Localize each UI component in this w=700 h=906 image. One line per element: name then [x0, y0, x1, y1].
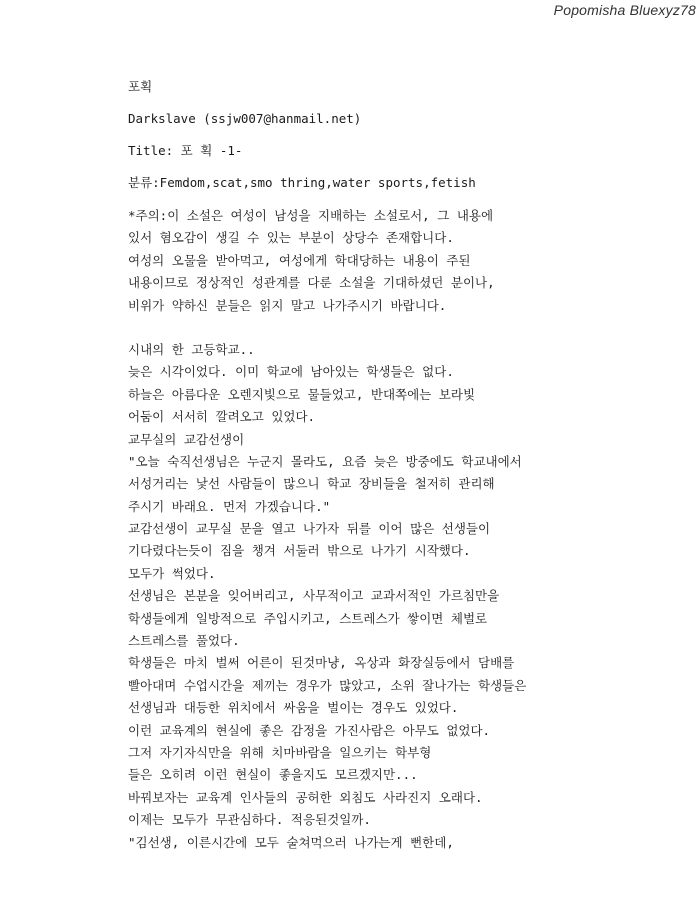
story-line: 그저 자기자식만을 위해 치마바람을 일으키는 학부형: [128, 744, 432, 760]
story-line: 서성거리는 낯선 사람들이 많으니 학교 장비들을 철저히 관리해: [128, 476, 495, 492]
document-title: 포획: [128, 79, 153, 94]
story-line: 학생들에게 일방적으로 주입시키고, 스트레스가 쌓이면 체벌로: [128, 610, 488, 626]
story-line: 교감선생이 교무실 문을 열고 나가자 뒤를 이어 많은 선생들이: [128, 521, 491, 537]
story-paragraph: [128, 339, 688, 854]
story-line: 교무실의 교감선생이: [128, 431, 245, 447]
story-line: 학생들은 마치 벌써 어른이 된것마냥, 옥상과 화장실등에서 담배를: [128, 655, 515, 671]
story-line: "김선생, 이른시간에 모두 술쳐먹으러 나가는게 뻔한데,: [128, 834, 454, 850]
story-line: 시내의 한 고등학교..: [128, 341, 255, 357]
story-line: 이제는 모두가 무관심하다. 적응된것일까.: [128, 812, 371, 828]
story-line: 스트레스를 풀었다.: [128, 633, 240, 649]
story-line: 이런 교육계의 현실에 좋은 감정을 가진사람은 아무도 없었다.: [128, 722, 491, 738]
story-line: "오늘 숙직선생님은 누군지 몰라도, 요즘 늦은 방중에도 학교내에서: [128, 453, 522, 469]
story-line: 주시기 바래요. 먼저 가겠습니다.": [128, 498, 331, 514]
author-line: Darkslave (ssjw007@hanmail.net): [128, 111, 362, 126]
story-line: 선생님과 대등한 위치에서 싸움을 벌이는 경우도 있었다.: [128, 700, 459, 716]
warning-line: *주의:이 소설은 여성이 남성을 지배하는 소설로서, 그 내용에: [128, 208, 494, 223]
warning-line: 비위가 약하신 분들은 읽지 말고 나가주시기 바랍니다.: [128, 297, 447, 313]
story-line: 바꿔보자는 교육계 인사들의 공허한 외침도 사라진지 오래다.: [128, 789, 483, 805]
warning-line: 있서 혐오감이 생길 수 있는 부분이 상당수 존재합니다.: [128, 230, 454, 246]
watermark: Popomisha Bluexyz78: [553, 2, 696, 18]
category-line: 분류:Femdom,scat,smo thring,water sports,fetish: [128, 175, 476, 190]
story-line: 기다렸다는듯이 짐을 챙겨 서둘러 밖으로 나가기 시작했다.: [128, 543, 471, 559]
warning-line: 내용이므로 정상적인 성관계를 다룬 소설을 기대하셨던 분이나,: [128, 275, 495, 291]
story-line: 선생님은 본분을 잊어버리고, 사무적이고 교과서적인 가르침만을: [128, 588, 500, 604]
story-line: 모두가 썩었다.: [128, 565, 216, 581]
warning-paragraph: [128, 205, 688, 317]
story-line: 어둠이 서서히 깔려오고 있었다.: [128, 409, 316, 425]
warning-line: 여성의 오물을 받아먹고, 여성에게 학대당하는 내용이 주된: [128, 252, 471, 268]
document-body: [128, 79, 688, 854]
story-line: 하늘은 아름다운 오렌지빛으로 물들었고, 반대쪽에는 보라빛: [128, 386, 476, 402]
subtitle-line: Title: 포 획 -1-: [128, 143, 243, 158]
story-line: 늦은 시각이었다. 이미 학교에 남아있는 학생들은 없다.: [128, 364, 454, 380]
story-line: 들은 오히려 이런 현실이 좋을지도 모르겠지만...: [128, 767, 418, 783]
story-line: 빨아대며 수업시간을 제끼는 경우가 많았고, 소위 잘나가는 학생들은: [128, 677, 527, 693]
